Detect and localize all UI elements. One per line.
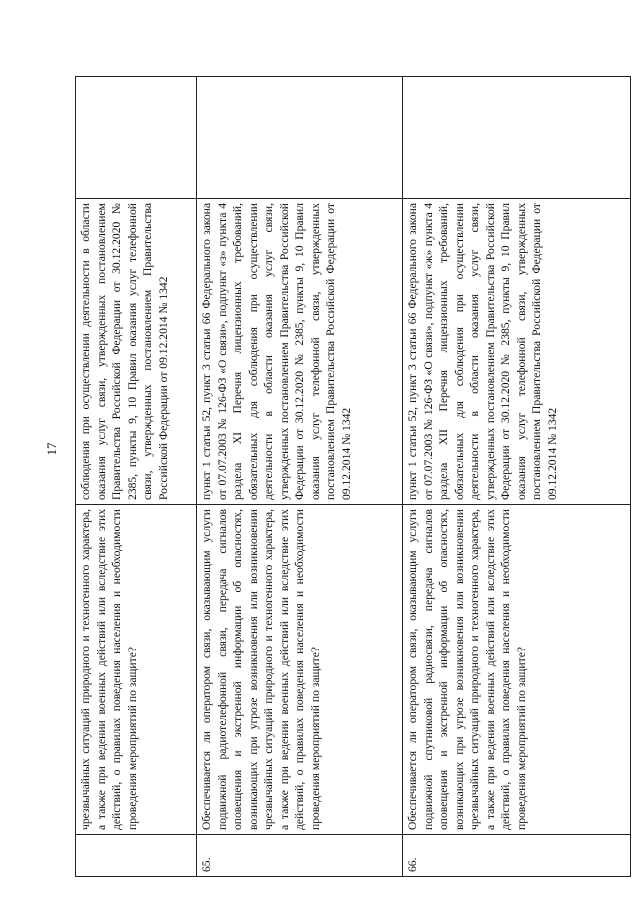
table-row bbox=[197, 77, 403, 877]
answer-cell bbox=[403, 77, 631, 199]
checklist-table bbox=[75, 76, 631, 877]
question-cell: чрезвычайных ситуаций природного и техногенного характера, а также при ведении военных действий или вследствие этих действий, о правилах поведения населения и необходимости проведения мероприятий по защите? bbox=[76, 505, 197, 835]
table-row bbox=[76, 77, 197, 877]
table-row bbox=[403, 77, 631, 877]
requirements-cell: пункт 1 статьи 52, пункт 3 статьи 66 Федерального закона от 07.07.2003 № 126-ФЗ «О связи», подпункт «з» пункта 4 раздела XI Перечня лицензионных требований, обязательных для соблюдения при осуществлении деятельности в области оказания услуг связи, утвержденных постановлением Правительства Российской Федерации от 30.12.2020 № 2385, пункты 9, 10 Правил оказания услуг телефонной связи, утвержденных постановлением Правительства Российской Федерации от 09.12.2014 № 1342 bbox=[197, 199, 403, 505]
question-cell: Обеспечивается ли оператором связи, оказывающим услуги подвижной спутниковой радиосвязи, передача сигналов оповещения и экстренной информации об опасностях, возникающих при угрозе возникновения или возникновении чрезвычайных ситуаций природного и техногенного характера, а также при ведении военных действий или вследствие этих действий, о правилах поведения населения и необходимости проведения мероприятий по защите? bbox=[403, 505, 631, 835]
answer-cell bbox=[76, 77, 197, 199]
answer-cell bbox=[197, 77, 403, 199]
checklist-table-rotated bbox=[75, 77, 630, 877]
checklist-table-container bbox=[75, 77, 630, 877]
row-number-cell: 65. bbox=[197, 835, 403, 877]
requirements-cell: соблюдения при осуществлении деятельности в области оказания услуг связи, утвержденных постановлением Правительства Российской Федерации от 30.12.2020 № 2385, пункты 9, 10 Правил оказания услуг телефонной связи, утвержденных постановлением Правительства Российской Федерации от 09.12.2014 № 1342 bbox=[76, 199, 197, 505]
row-number-cell bbox=[76, 835, 197, 877]
question-cell: Обеспечивается ли оператором связи, оказывающим услуги подвижной радиотелефонной связи, передача сигналов оповещения и экстренной информации об опасностях, возникающих при угрозе возникновения или возникновении чрезвычайных ситуаций природного и техногенного характера, а также при ведении военных действий или вследствие этих действий, о правилах поведения населения и необходимости проведения мероприятий по защите? bbox=[197, 505, 403, 835]
requirements-cell: пункт 1 статьи 52, пункт 3 статьи 66 Федерального закона от 07.07.2003 № 126-ФЗ «О связи», подпункт «ж» пункта 4 раздела XII Перечня лицензионных требований, обязательных для соблюдения при осуществлении деятельности в области оказания услуг связи, утвержденных постановлением Правительства Российской Федерации от 30.12.2020 № 2385, пункты 9, 10 Правил оказания услуг телефонной связи, утвержденных постановлением Правительства Российской Федерации от 09.12.2014 № 1342 bbox=[403, 199, 631, 505]
row-number-cell: 66. bbox=[403, 835, 631, 877]
page-number: 17 bbox=[44, 442, 59, 456]
